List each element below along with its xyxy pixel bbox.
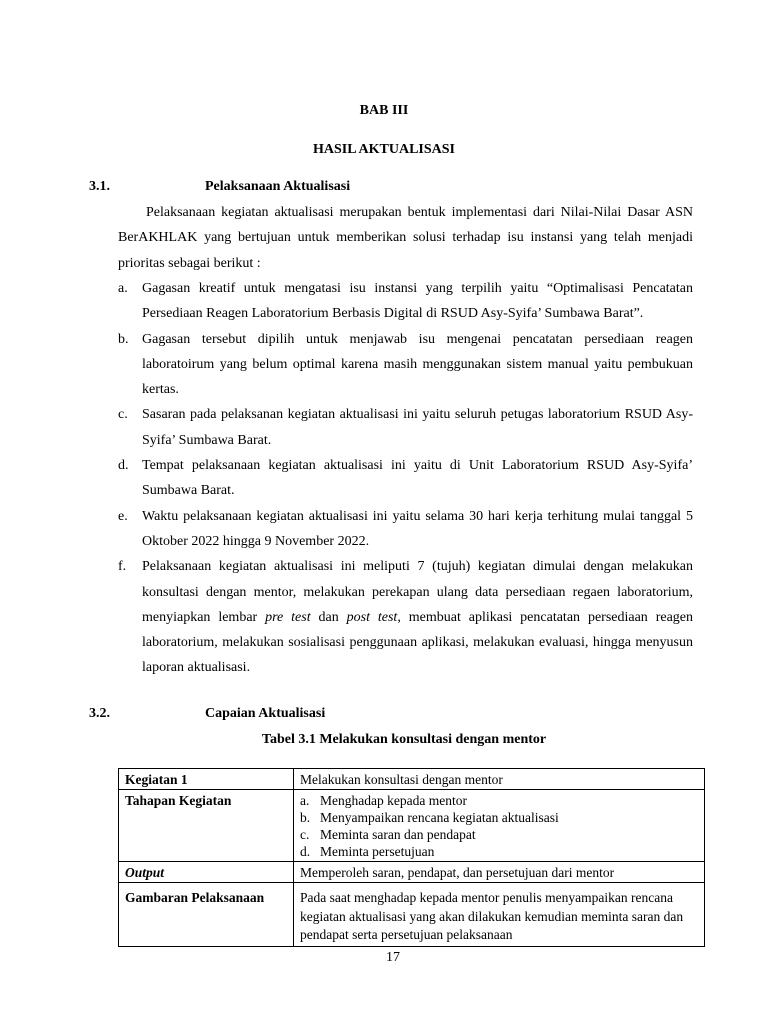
chapter-title: HASIL AKTUALISASI	[312, 142, 455, 157]
list-item: c. Meminta saran dan pendapat	[300, 827, 476, 842]
table-value-cell: Melakukan konsultasi dengan mentor	[294, 769, 705, 790]
table-label-cell: Gambaran Pelaksanaan	[119, 883, 294, 947]
table-row	[119, 790, 705, 862]
activity-list	[118, 276, 693, 681]
intro-paragraph	[118, 200, 693, 276]
list-item: b. Menyampaikan rencana kegiatan aktualisasi	[300, 810, 559, 825]
table-label-cell: Output	[119, 862, 294, 883]
list-item: f. Pelaksanaan kegiatan aktualisasi ini meliputi 7 (tujuh) kegiatan dimulai dengan melakukan konsultasi dengan mentor, melakukan perekapan ulang data persediaan regaen laboratorium, menyiapkan lembar pre test dan post test, membuat aplikasi pencatatan persediaan reagen laboratorium, melakukan sosialisasi penggunaan aplikasi, melakukan evaluasi, hingga menyusun laporan aktualisasi.	[118, 559, 694, 676]
table-value-cell: Memperoleh saran, pendapat, dan persetujuan dari mentor	[294, 862, 705, 883]
table-row	[119, 862, 705, 883]
section-title: Pelaksanaan Aktualisasi	[205, 179, 351, 194]
chapter-number: BAB III	[359, 103, 409, 118]
section-title: Capaian Aktualisasi	[205, 706, 326, 721]
table-value-cell	[294, 790, 705, 862]
table-row	[119, 769, 705, 790]
intro-text: Pelaksanaan kegiatan aktualisasi merupakan bentuk implementasi dari Nilai-Nilai Dasar ASN BerAKHLAK yang bertujuan untuk memberikan solusi terhadap isu instansi yang telah menjadi prioritas sebagai berikut :	[118, 205, 693, 271]
table-value-cell: Pada saat menghadap kepada mentor penulis menyampaikan rencana kegiatan aktualisasi yang akan dilakukan kemudian meminta saran dan pendapat serta persetujuan pelaksanaan	[294, 883, 705, 947]
section-number: 3.2.	[89, 706, 110, 721]
table-caption: Tabel 3.1 Melakukan konsultasi dengan mentor	[261, 732, 547, 747]
list-item: d. Tempat pelaksanaan kegiatan aktualisasi ini yaitu di Unit Laboratorium RSUD Asy-Syifa’ Sumbawa Barat.	[118, 458, 693, 499]
list-item: c. Sasaran pada pelaksanan kegiatan aktualisasi ini yaitu seluruh petugas laboratorium RSUD Asy-Syifa’ Sumbawa Barat.	[118, 407, 693, 448]
steps-list	[300, 792, 698, 860]
table-label-cell: Tahapan Kegiatan	[119, 790, 294, 862]
list-item: a. Gagasan kreatif untuk mengatasi isu instansi yang terpilih yaitu “Optimalisasi Pencatatan Persediaan Reagen Laboratorium Berbasis Digital di RSUD Asy-Syifa’ Sumbawa Barat”.	[118, 281, 693, 322]
list-item: d. Meminta persetujuan	[300, 844, 435, 859]
list-item: a. Menghadap kepada mentor	[300, 793, 467, 808]
page-number: 17	[386, 950, 400, 965]
list-item: e. Waktu pelaksanaan kegiatan aktualisasi ini yaitu selama 30 hari kerja terhitung mulai tanggal 5 Oktober 2022 hingga 9 November 2022.	[118, 508, 693, 549]
table-row	[119, 883, 705, 947]
section-number: 3.1.	[89, 179, 110, 194]
activity-table	[118, 768, 705, 947]
list-item: b. Gagasan tersebut dipilih untuk menjawab isu mengenai pencatatan persediaan reagen laboratoirum yang belum optimal karena masih menggunakan sistem manual yaitu pembukuan kertas.	[118, 331, 693, 398]
table-label-cell: Kegiatan 1	[119, 769, 294, 790]
